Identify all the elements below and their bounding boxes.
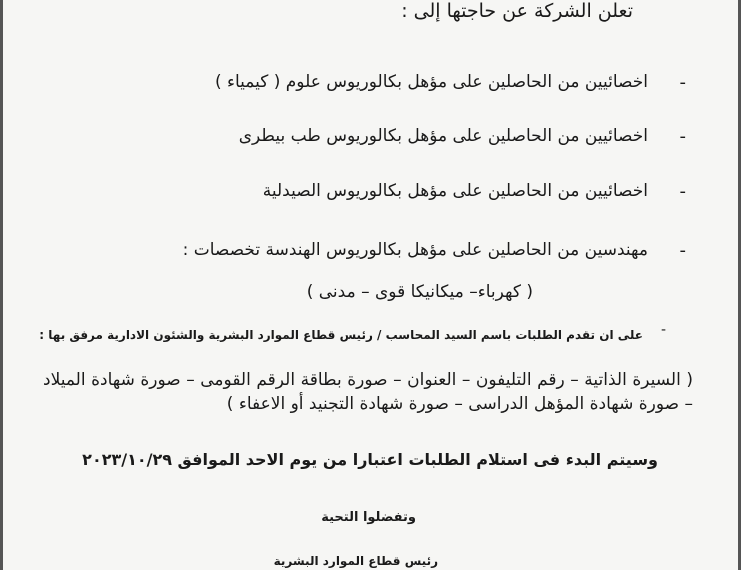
signature-title: رئيس قطاع الموارد البشرية (273, 554, 438, 568)
bullet-dash: - (660, 322, 666, 338)
closing-greeting: وتفضلوا التحية (321, 510, 416, 525)
job-item-chemistry: اخصائيين من الحاصلين على مؤهل بكالوريوس علوم ( كيمياء ) (214, 72, 648, 92)
job-item-engineering: مهندسين من الحاصلين على مؤهل بكالوريوس الهندسة تخصصات : (182, 240, 648, 260)
bullet-dash: - (679, 72, 686, 93)
application-note: على ان تقدم الطلبات باسم السيد المحاسب / رئيس قطاع الموارد البشرية والشئون الادارية مرفق بها : (39, 328, 643, 342)
bullet-dash: - (679, 126, 686, 147)
announcement-heading: تعلن الشركة عن حاجتها إلى : (401, 0, 633, 22)
bullet-dash: - (679, 240, 686, 261)
job-item-veterinary: اخصائيين من الحاصلين على مؤهل بكالوريوس طب بيطرى (238, 126, 648, 146)
start-date-notice: وسيتم البدء فى استلام الطلبات اعتبارا من يوم الاحد الموافق ٢٠٢٣/١٠/٢٩ (82, 450, 658, 469)
bullet-dash: - (679, 181, 686, 202)
job-item-pharmacy: اخصائيين من الحاصلين على مؤهل بكالوريوس الصيدلية (262, 181, 648, 201)
required-documents: ( السيرة الذاتية – رقم التليفون – العنوان – صورة بطاقة الرقم القومى – صورة شهادة الميلاد – صورة شهادة المؤهل الدراسى – صورة شهادة التجنيد أو الاعفاء ) (43, 370, 693, 414)
engineering-specializations: ( كهرباء– ميكانيكا قوى – مدنى ) (306, 282, 533, 302)
